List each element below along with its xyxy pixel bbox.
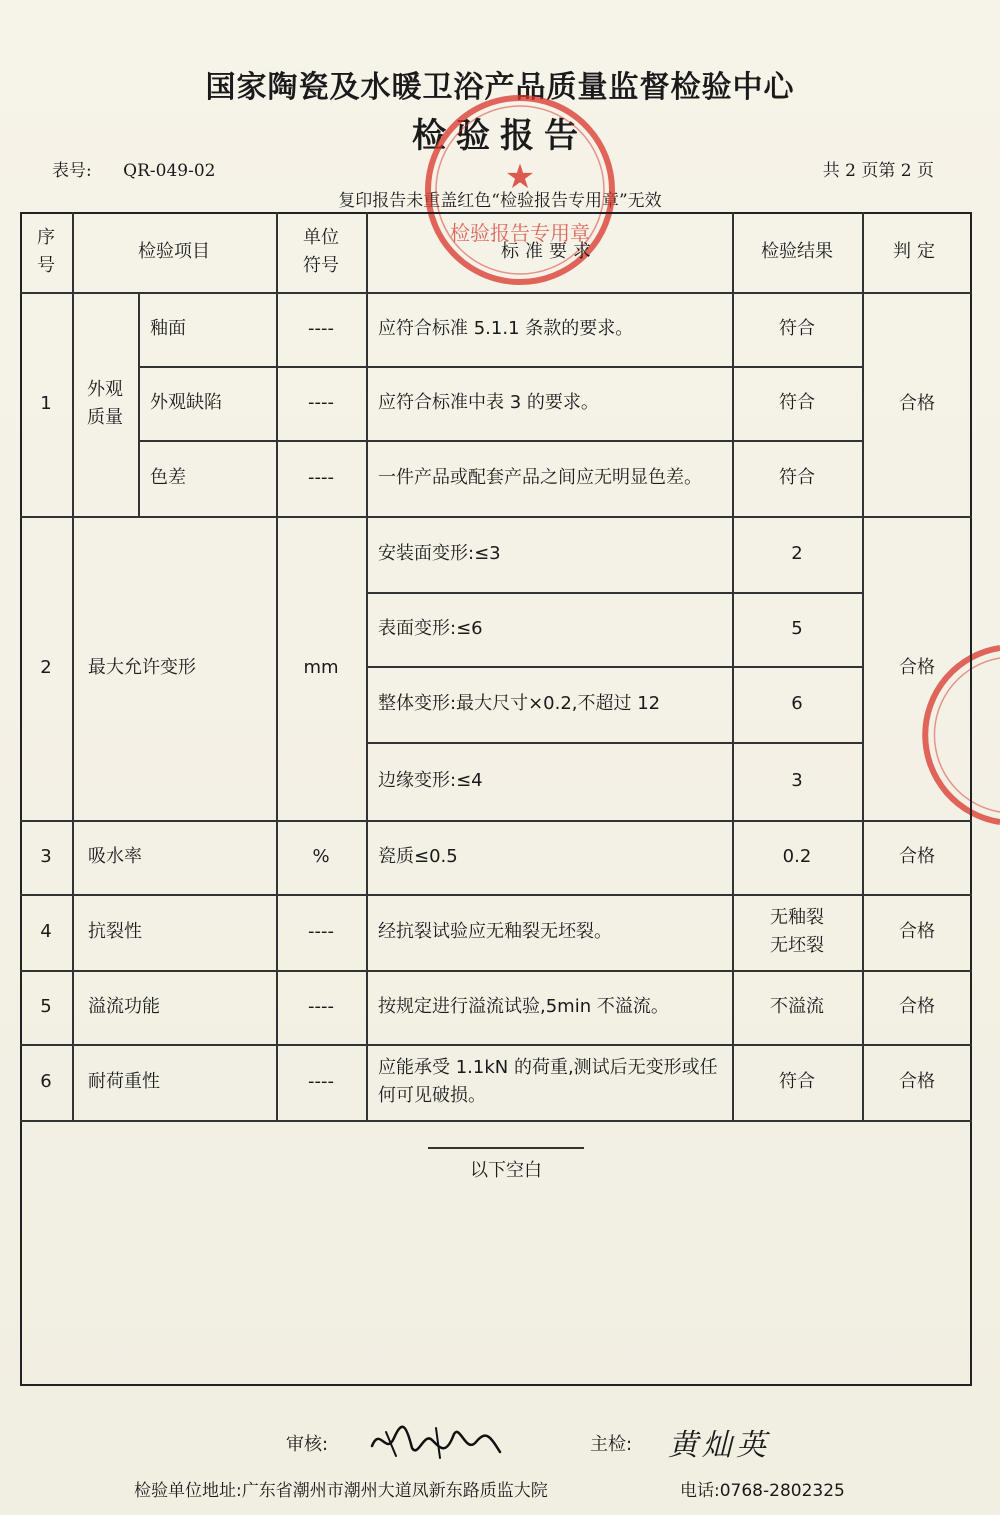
row3-judgement: 合格: [899, 846, 935, 868]
header-seq: 序 号: [37, 227, 55, 276]
form-number-label: 表号:: [52, 161, 92, 181]
form-number: [52, 156, 241, 181]
blank-note: 以下空白: [470, 1160, 542, 1181]
row2-judgement: 合格: [899, 657, 935, 679]
row1-sub3-standard: 一件产品或配套产品之间应无明显色差。: [378, 467, 702, 489]
row1-sub3-unit: ----: [308, 467, 334, 489]
header-result: 检验结果: [761, 241, 833, 263]
row4-result: 无釉裂 无坯裂: [770, 907, 824, 956]
row2-unit: mm: [303, 657, 339, 679]
row3-seq: 3: [40, 846, 52, 868]
svg-text:★: ★: [504, 157, 536, 197]
row4-seq: 4: [40, 921, 52, 943]
row1-sub1-standard: 应符合标准 5.1.1 条款的要求。: [378, 318, 634, 340]
organization-title: 国家陶瓷及水暖卫浴产品质量监督检验中心: [205, 70, 795, 105]
row2-item: 最大允许变形: [88, 657, 196, 679]
row1-sub2-unit: ----: [308, 392, 334, 414]
row6-seq: 6: [40, 1071, 52, 1093]
row2-line3-result: 6: [791, 693, 803, 715]
row2-line4-standard: 边缘变形:≤4: [378, 770, 483, 792]
row1-sub1-result: 符合: [779, 318, 815, 340]
row2-seq: 2: [40, 657, 52, 679]
row6-result: 符合: [779, 1071, 815, 1093]
row6-unit: ----: [308, 1071, 334, 1093]
row2-line4-result: 3: [791, 770, 803, 792]
row3-result: 0.2: [782, 846, 812, 868]
row1-seq: 1: [40, 393, 52, 415]
row4-item: 抗裂性: [88, 921, 142, 943]
page-info: 共 2 页第 2 页: [822, 161, 934, 181]
row4-standard: 经抗裂试验应无釉裂无坯裂。: [378, 921, 612, 943]
footer-address: 检验单位地址:广东省潮州市潮州大道凤新东路质监大院: [134, 1481, 548, 1501]
form-number-value: QR-049-02: [123, 161, 216, 181]
row1-sub3-result: 符合: [779, 467, 815, 489]
row5-standard: 按规定进行溢流试验,5min 不溢流。: [378, 996, 669, 1018]
reviewer-signature: [366, 1412, 506, 1468]
copy-notice: 复印报告未重盖红色“检验报告专用章”无效: [338, 191, 662, 211]
chief-label: 主检:: [590, 1434, 633, 1455]
row2-line1-standard: 安装面变形:≤3: [378, 543, 501, 565]
row1-judgement: 合格: [899, 393, 935, 415]
report-title: 检验报告: [412, 116, 588, 156]
row4-judgement: 合格: [899, 921, 935, 943]
row1-sub2-standard: 应符合标准中表 3 的要求。: [378, 392, 599, 414]
row5-item: 溢流功能: [88, 996, 160, 1018]
blank-divider: [428, 1147, 584, 1149]
row5-unit: ----: [308, 996, 334, 1018]
row1-sub1-name: 釉面: [150, 318, 186, 340]
row6-judgement: 合格: [899, 1071, 935, 1093]
footer-telephone: 电话:0768-2802325: [680, 1481, 845, 1501]
row3-unit: %: [312, 846, 330, 868]
seal-text: 检验报告专用章: [450, 221, 590, 245]
header-unit: 单位 符号: [303, 227, 339, 276]
row1-item: 外观 质量: [87, 379, 123, 428]
row1-sub1-unit: ----: [308, 318, 334, 340]
chief-signature: 黄灿英: [668, 1428, 770, 1463]
row1-sub2-name: 外观缺陷: [150, 392, 222, 414]
row3-item: 吸水率: [88, 846, 142, 868]
header-judgement: 判定: [893, 241, 941, 263]
row5-seq: 5: [40, 996, 52, 1018]
row5-result: 不溢流: [770, 996, 824, 1018]
row6-standard: 应能承受 1.1kN 的荷重,测试后无变形或任何可见破损。: [378, 1057, 718, 1106]
row2-line2-standard: 表面变形:≤6: [378, 618, 483, 640]
row2-line3-standard: 整体变形:最大尺寸×0.2,不超过 12: [378, 693, 661, 715]
reviewer-label: 审核:: [286, 1434, 329, 1455]
row1-sub3-name: 色差: [150, 467, 186, 489]
row6-item: 耐荷重性: [88, 1071, 160, 1093]
row2-line1-result: 2: [791, 543, 803, 565]
row4-unit: ----: [308, 921, 334, 943]
header-item: 检验项目: [138, 241, 210, 263]
row3-standard: 瓷质≤0.5: [378, 846, 458, 868]
row2-line2-result: 5: [791, 618, 803, 640]
row5-judgement: 合格: [899, 996, 935, 1018]
row1-sub2-result: 符合: [779, 392, 815, 414]
header-standard: 标准要求: [501, 241, 597, 263]
